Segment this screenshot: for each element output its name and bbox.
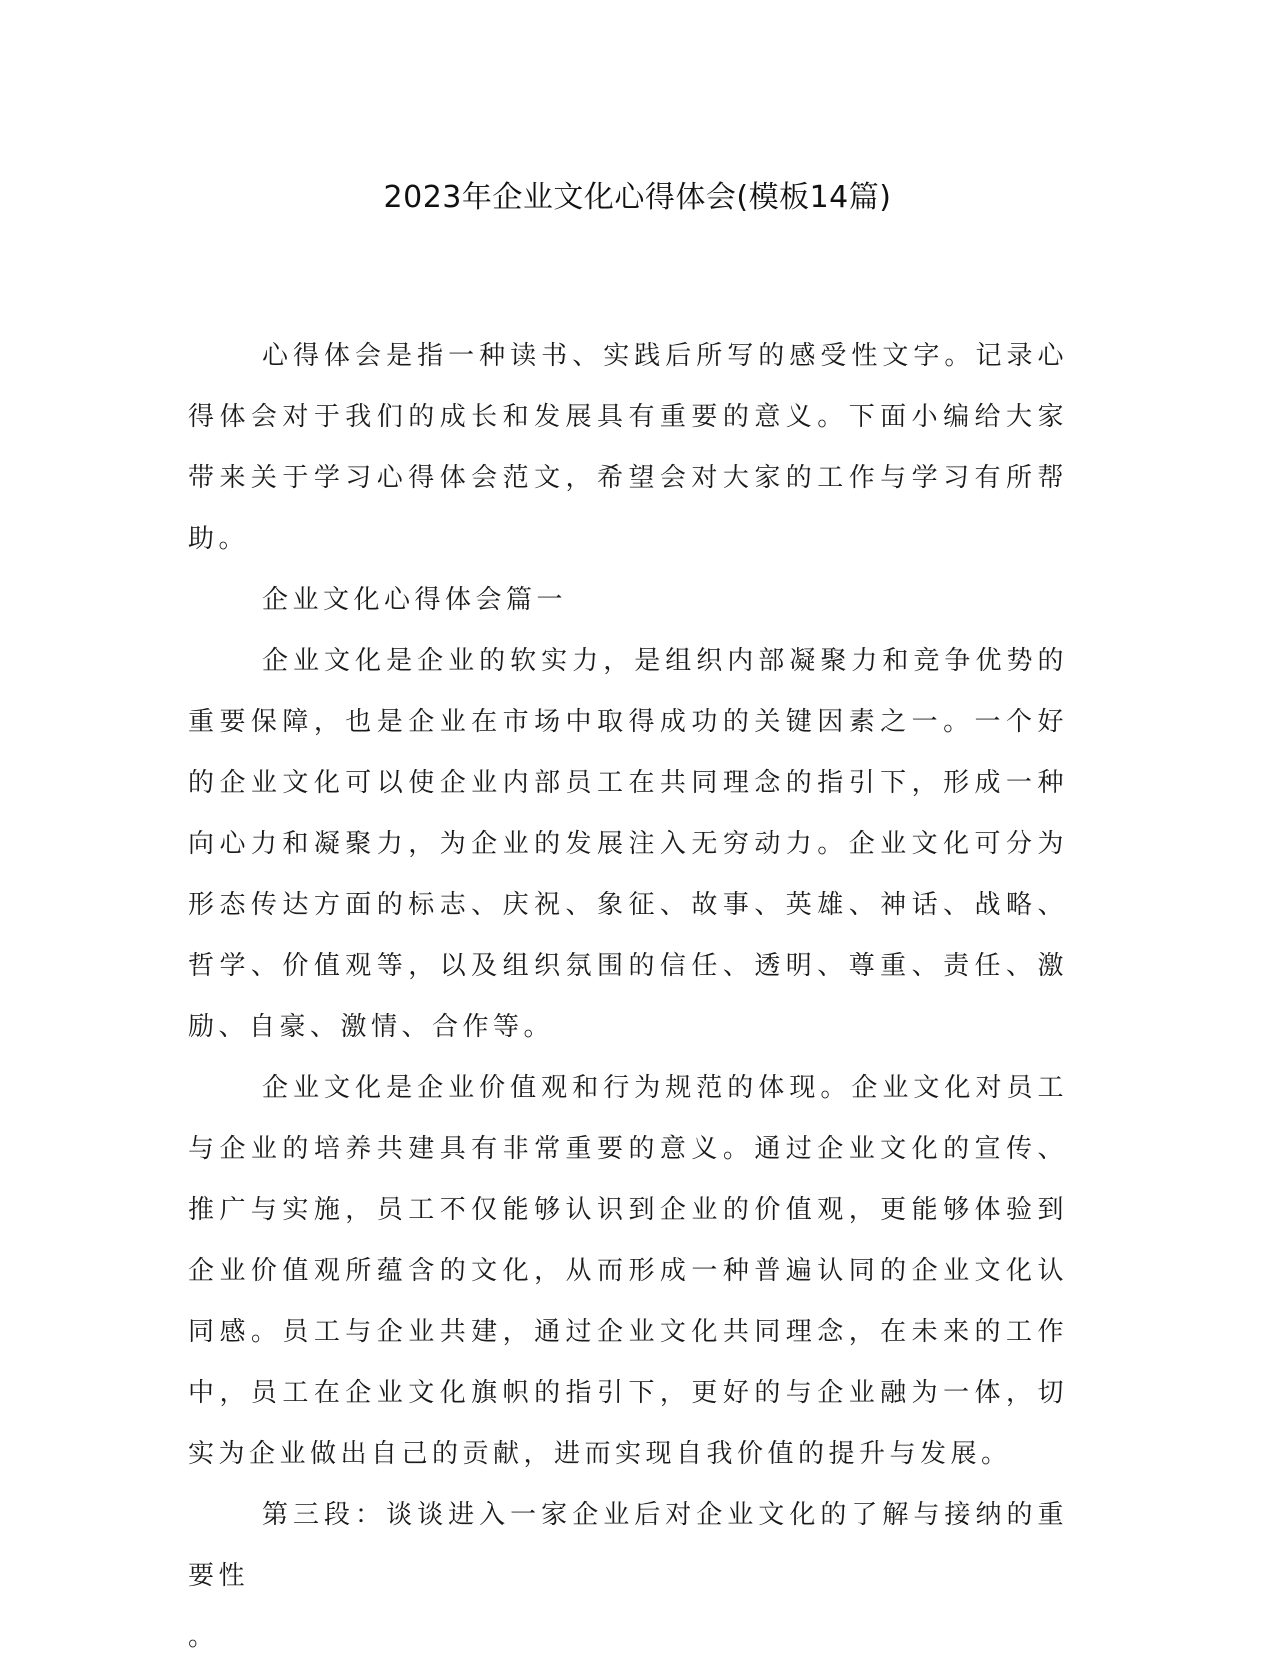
body-paragraph-1: 企业文化是企业的软实力，是组织内部凝聚力和竞争优势的重要保障，也是企业在市场中取得成功的关键因素之一。一个好的企业文化可以使企业内部员工在共同理念的指引下，形成一种向心力和凝聚力，为企业的发展注入无穷动力。企业文化可分为形态传达方面的标志、庆祝、象征、故事、英雄、神话、战略、哲学、价值观等，以及组织氛围的信任、透明、尊重、责任、激励、自豪、激情、合作等。 — [188, 646, 1068, 1042]
document-body — [188, 326, 1068, 1668]
body-paragraph-2: 企业文化是企业价值观和行为规范的体现。企业文化对员工与企业的培养共建具有非常重要的意义。通过企业文化的宣传、推广与实施，员工不仅能够认识到企业的价值观，更能够体验到企业价值观所蕴含的文化，从而形成一种普遍认同的企业文化认同感。员工与企业共建，通过企业文化共同理念，在未来的工作中，员工在企业文化旗帜的指引下，更好的与企业融为一体，切实为企业做出自己的贡献，进而实现自我价值的提升与发展。 — [188, 1073, 1068, 1469]
intro-paragraph: 心得体会是指一种读书、实践后所写的感受性文字。记录心得体会对于我们的成长和发展具有重要的意义。下面小编给大家带来关于学习心得体会范文，希望会对大家的工作与学习有所帮助。 — [188, 341, 1068, 554]
trailing-punctuation: 。 — [188, 1622, 219, 1652]
document-title: 2023年企业文化心得体会(模板14篇) — [383, 180, 892, 215]
section-heading: 企业文化心得体会篇一 — [262, 585, 568, 615]
body-paragraph-3: 第三段：谈谈进入一家企业后对企业文化的了解与接纳的重要性 — [188, 1500, 1068, 1591]
